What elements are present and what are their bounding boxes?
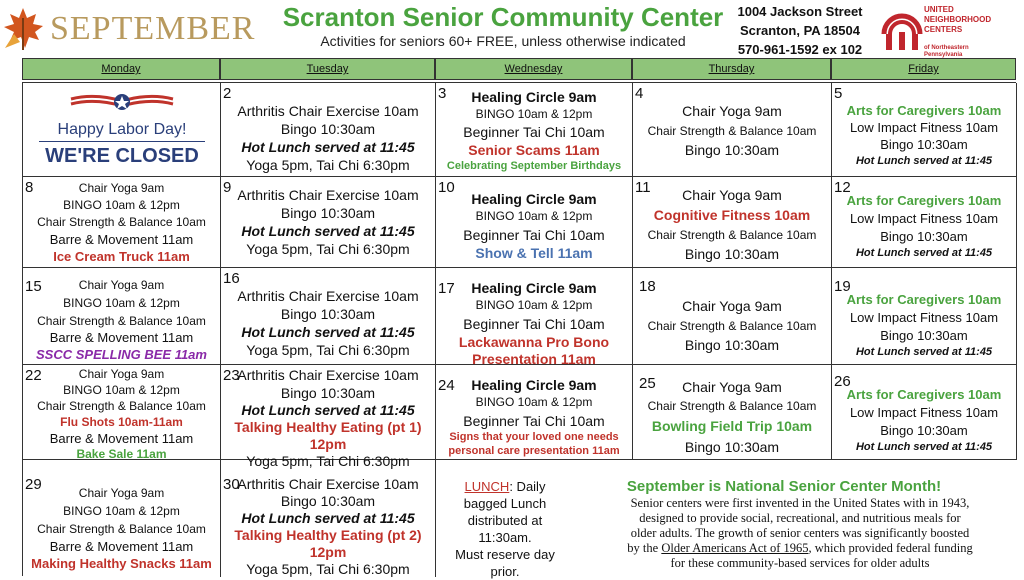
address-line1: 1004 Jackson Street (737, 4, 863, 19)
day-cell-2 (221, 83, 436, 177)
activity: 12pm (309, 544, 347, 560)
day-cell-22 (23, 365, 221, 460)
lunch-text: : Daily (509, 479, 546, 494)
lunch-text: prior. (490, 564, 520, 579)
activity: Bingo 10:30am (880, 423, 968, 438)
day-header-wednesday: Wednesday (435, 58, 632, 80)
activity: Low Impact Fitness 10am (849, 211, 999, 226)
activity: Barre & Movement 11am (49, 539, 194, 554)
activity: Chair Yoga 9am (78, 181, 165, 195)
day-number: 19 (834, 278, 851, 295)
day-number: 16 (223, 270, 240, 287)
paragraph-line: by the Older Americans Act of 1965, which provided federal funding (627, 541, 973, 555)
autumn-leaf-icon (0, 4, 46, 52)
day-number: 9 (223, 179, 232, 196)
activity: Low Impact Fitness 10am (849, 405, 999, 420)
day-cell-26 (832, 365, 1017, 460)
activity: Arts for Caregivers 10am (846, 292, 1002, 307)
activity: Chair Strength & Balance 10am (647, 399, 817, 413)
activity: Ice Cream Truck 11am (53, 249, 190, 264)
day-cell-4 (633, 83, 832, 177)
activity: Talking Healthy Eating (pt 2) (234, 527, 422, 543)
activity: Chair Strength & Balance 10am (37, 215, 206, 229)
activity: Bingo 10:30am (684, 142, 780, 158)
day-number: 12 (834, 179, 851, 196)
day-cell-17 (436, 268, 633, 365)
day-number: 29 (25, 476, 42, 493)
activity: BINGO 10am & 12pm (63, 383, 180, 397)
activity: Beginner Tai Chi 10am (463, 413, 605, 429)
unc-logo-icon (880, 4, 924, 54)
day-cell-19 (832, 268, 1017, 365)
activity: Healing Circle 9am (471, 280, 597, 296)
activity: Bingo 10:30am (880, 137, 968, 152)
activity: Barre & Movement 11am (49, 431, 194, 446)
day-number: 10 (438, 179, 455, 196)
labor-day-greeting: Happy Labor Day! (57, 121, 187, 138)
activity: Arthritis Chair Exercise 10am (237, 476, 419, 492)
unc-logo-text: UNITED NEIGHBORHOOD CENTERS (924, 5, 992, 34)
activity: Signs that your loved one needs (449, 431, 619, 443)
day-cell-24 (436, 365, 633, 460)
activity: Chair Yoga 9am (78, 367, 165, 381)
activity: Barre & Movement 11am (49, 330, 194, 345)
activity: BINGO 10am & 12pm (63, 296, 180, 310)
activity: Bingo 10:30am (684, 246, 780, 262)
activity: personal care presentation 11am (448, 445, 620, 457)
unc-logo-subtext: of Northeastern Pennsylvania (924, 45, 969, 58)
month-title: SEPTEMBER (50, 10, 256, 47)
day-number: 18 (639, 278, 656, 295)
activity: Arthritis Chair Exercise 10am (237, 367, 419, 383)
activity: Bingo 10:30am (280, 493, 376, 509)
day-number: 15 (25, 278, 42, 295)
paragraph-line: older adults. The growth of senior centers was significantly boosted (630, 526, 970, 540)
activity: Cognitive Fitness 10am (653, 207, 811, 223)
day-header-monday: Monday (22, 58, 220, 80)
day-cell-30 (221, 460, 436, 577)
day-cell-15 (23, 268, 221, 365)
activity: Hot Lunch served at 11:45 (855, 155, 993, 167)
activity: Low Impact Fitness 10am (849, 310, 999, 325)
lunch-text: distributed at (467, 513, 543, 528)
activity: Bingo 10:30am (280, 121, 376, 137)
day-cell-23 (221, 365, 436, 469)
activity: Hot Lunch served at 11:45 (855, 346, 993, 358)
activity: Low Impact Fitness 10am (849, 120, 999, 135)
day-number: 25 (639, 375, 656, 392)
activity: Arthritis Chair Exercise 10am (237, 187, 419, 203)
activity: Hot Lunch served at 11:45 (241, 223, 415, 239)
paragraph-line: for these community-based services for older adults (670, 556, 930, 570)
activity: Chair Strength & Balance 10am (647, 124, 817, 138)
day-number: 2 (223, 85, 232, 102)
activity: Show & Tell 11am (475, 245, 593, 261)
activity: Bingo 10:30am (280, 306, 376, 322)
lunch-text: bagged Lunch (463, 496, 547, 511)
activity: Hot Lunch served at 11:45 (855, 247, 993, 259)
lunch-keyword: LUNCH (464, 479, 510, 494)
day-number: 30 (223, 476, 240, 493)
activity: Healing Circle 9am (471, 191, 597, 207)
activity: Arts for Caregivers 10am (846, 103, 1002, 118)
day-number: 26 (834, 373, 851, 390)
activity: Chair Yoga 9am (682, 379, 782, 395)
activity: Bingo 10:30am (280, 205, 376, 221)
activity: Yoga 5pm, Tai Chi 6:30pm (246, 453, 410, 469)
activity: Bingo 10:30am (684, 337, 780, 353)
activity: Chair Strength & Balance 10am (37, 522, 206, 536)
center-name: Scranton Senior Community Center (282, 2, 724, 32)
day-cell-5 (832, 83, 1017, 177)
activity: BINGO 10am & 12pm (475, 298, 593, 312)
activity: SSCC SPELLING BEE 11am (36, 347, 207, 362)
activity: Flu Shots 10am-11am (60, 415, 183, 429)
day-cell-3 (436, 83, 633, 177)
flag-ribbon-icon (69, 91, 175, 113)
activity: Beginner Tai Chi 10am (463, 227, 605, 243)
activity: Hot Lunch served at 11:45 (241, 402, 415, 418)
older-americans-act-link[interactable]: Older Americans Act of 1965 (661, 541, 809, 555)
paragraph-line: designed to provide social, recreational, and nutritious meals for (639, 511, 961, 525)
day-number: 3 (438, 85, 447, 102)
activity: Chair Yoga 9am (78, 278, 165, 292)
lunch-note (446, 478, 564, 580)
activity: Barre & Movement 11am (49, 232, 194, 247)
activity: Yoga 5pm, Tai Chi 6:30pm (246, 561, 410, 577)
activity: Lackawanna Pro Bono (458, 334, 610, 350)
activity: Chair Yoga 9am (682, 187, 782, 203)
activity: Healing Circle 9am (471, 89, 597, 105)
activity: Chair Strength & Balance 10am (37, 314, 206, 328)
phone: 570-961-1592 ex 102 (737, 42, 863, 57)
activity: BINGO 10am & 12pm (63, 198, 180, 212)
activity: Bake Sale 11am (76, 447, 167, 461)
activity: Beginner Tai Chi 10am (463, 316, 605, 332)
activity: Presentation 11am (472, 351, 596, 367)
day-header-friday: Friday (831, 58, 1016, 80)
activity: Arts for Caregivers 10am (846, 387, 1002, 402)
day-cell-11 (633, 177, 832, 268)
activity: Hot Lunch served at 11:45 (855, 441, 993, 453)
labor-day-closed: WE'RE CLOSED (45, 145, 199, 167)
paragraph-line: Senior centers were first invented in the United States with in 1943, (630, 496, 970, 510)
activity: Chair Strength & Balance 10am (647, 228, 817, 242)
activity: BINGO 10am & 12pm (475, 209, 593, 223)
activity: Chair Yoga 9am (78, 486, 165, 500)
activity: Senior Scams 11am (468, 142, 600, 158)
activity: Bingo 10:30am (880, 229, 968, 244)
activity: Bingo 10:30am (684, 439, 780, 455)
day-cell-29 (23, 460, 221, 577)
address-block (720, 2, 880, 59)
activity: BINGO 10am & 12pm (475, 395, 593, 409)
activity: Chair Strength & Balance 10am (37, 399, 206, 413)
activity: Hot Lunch served at 11:45 (241, 510, 415, 526)
day-number: 5 (834, 85, 843, 102)
day-number: 23 (223, 367, 240, 384)
lunch-text: 11:30am. (478, 530, 532, 545)
day-cell-12 (832, 177, 1017, 268)
activity: Yoga 5pm, Tai Chi 6:30pm (246, 157, 410, 173)
activity: Hot Lunch served at 11:45 (241, 139, 415, 155)
address-line2: Scranton, PA 18504 (740, 23, 860, 38)
day-cell-9 (221, 177, 436, 268)
subtitle: Activities for seniors 60+ FREE, unless otherwise indicated (320, 33, 686, 49)
day-cell-16 (221, 268, 436, 365)
day-number: 4 (635, 85, 644, 102)
day-cell-8 (23, 177, 221, 268)
activity: BINGO 10am & 12pm (475, 107, 593, 121)
day-cell-10 (436, 177, 633, 268)
activity: 12pm (309, 436, 347, 452)
day-header-thursday: Thursday (632, 58, 831, 80)
activity: Chair Yoga 9am (682, 298, 782, 314)
day-number: 11 (635, 179, 651, 196)
activity: Bowling Field Trip 10am (651, 418, 813, 434)
activity: Healing Circle 9am (471, 377, 597, 393)
day-cell-25 (633, 365, 832, 460)
activity: BINGO 10am & 12pm (63, 504, 180, 518)
activity: Arthritis Chair Exercise 10am (237, 288, 419, 304)
lunch-text: Must reserve day (455, 547, 555, 562)
activity: Hot Lunch served at 11:45 (241, 324, 415, 340)
day-number: 22 (25, 367, 42, 384)
activity: Beginner Tai Chi 10am (463, 124, 605, 140)
activity: Arthritis Chair Exercise 10am (237, 103, 419, 119)
day-cell-18 (633, 268, 832, 365)
national-month-text (584, 496, 1016, 571)
labor-day-banner (29, 87, 215, 173)
activity: Arts for Caregivers 10am (846, 193, 1002, 208)
activity: Making Healthy Snacks 11am (31, 556, 212, 571)
activity: Yoga 5pm, Tai Chi 6:30pm (246, 241, 410, 257)
activity: Chair Strength & Balance 10am (647, 319, 817, 333)
day-number: 24 (438, 377, 455, 394)
national-month-title: September is National Senior Center Month! (626, 478, 942, 495)
activity: Bingo 10:30am (880, 328, 968, 343)
activity: Chair Yoga 9am (682, 103, 782, 119)
day-header-tuesday: Tuesday (220, 58, 435, 80)
activity: Celebrating September Birthdays (446, 160, 622, 172)
day-cell-labor-day (23, 83, 221, 177)
day-number: 17 (438, 280, 455, 297)
activity: Talking Healthy Eating (pt 1) (234, 419, 422, 435)
activity: Bingo 10:30am (280, 385, 376, 401)
activity: Yoga 5pm, Tai Chi 6:30pm (246, 342, 410, 358)
day-number: 8 (25, 179, 34, 196)
